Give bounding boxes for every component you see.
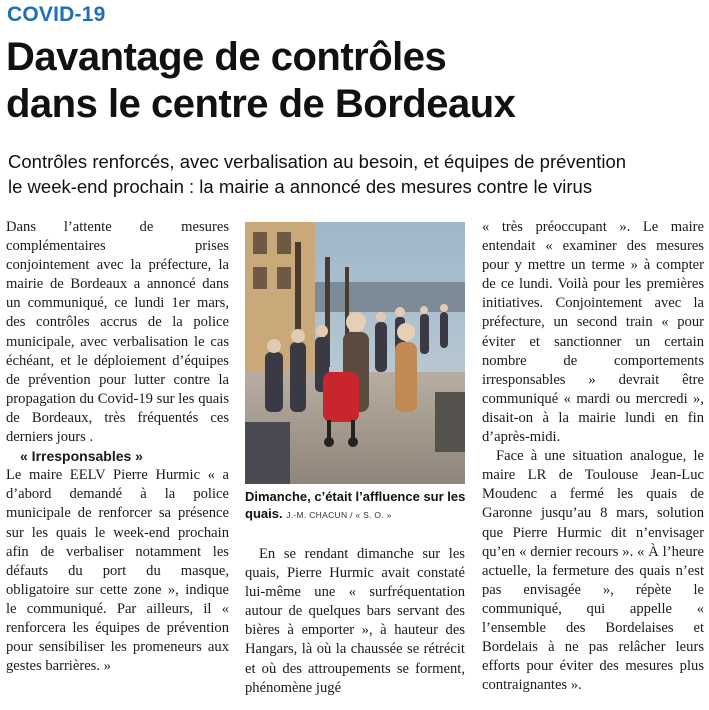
news-photo [245,222,465,484]
paragraph-measures: « très préoccupant ». Le maire entendait « examiner des mesures pour y mettre un terme » à compter de ce lundi. Voilà pour les premières initiatives. Conjointement avec la préfecture, un second train « pour éviter et sanctionner un certain nombre de comportements irresponsables » devrait être communiqué « mardi ou mercredi », disait-on à la mairie lundi en fin d’après-midi. [482,219,704,446]
article-column-3 [482,218,704,695]
paragraph-intro: Dans l’attente de mesures complémentaires prises conjointement avec la préfecture, la mairie de Bordeaux a annoncé dans un communiqué, ce lundi 1er mars, des contrôles accrus de la police municipale, avec verbalisation le cas échéant, et le déploiement d’équipes de prévention pour lutter contre la propagation du Covid-19 sur les quais de Bordeaux, très fréquentés ces derniers jours . [6,219,229,446]
crowd-on-quays-illustration [245,222,465,484]
paragraph-visit: En se rendant dimanche sur les quais, Pierre Hurmic avait constaté lui-même une « surfréquentation autour de quelques bars servant des bières à emporter », à hauteur des Hangars, là où la chaussée se rétrécit et où des attroupements se forment, phénomène jugé [245,546,465,696]
caption-text: Dimanche, c’était l’affluence sur les quais. [245,489,466,521]
deck-line-1: Contrôles renforcés, avec verbalisation au besoin, et équipes de prévention [8,151,627,172]
article-column-2 [245,545,465,698]
photo-caption [245,488,467,524]
deck-subtitle [8,149,703,199]
paragraph-mayor: Le maire EELV Pierre Hurmic « a d’abord demandé à la police municipale de renforcer sa présence sur les quais le week-end prochain afin de verbaliser notamment les défauts du port du masque, obligatoire sur cette zone », indique le communiqué. Par ailleurs, il « renforcera les équipes de prévention pour sensibiliser les promeneurs aux gestes barrières. » [6,467,229,675]
headline-line-1: Davantage de contrôles [6,35,447,79]
photo-credit: J.-M. CHACUN / « S. O. » [286,510,392,520]
page-title [6,34,706,128]
section-subhead: « Irresponsables » [20,448,143,465]
deck-line-2: le week-end prochain : la mairie a annoncé des mesures contre le virus [8,176,593,197]
article-column-1 [6,218,229,676]
headline-line-2: dans le centre de Bordeaux [6,82,516,126]
section-kicker: COVID-19 [7,3,106,26]
paragraph-toulouse: Face à une situation analogue, le maire LR de Toulouse Jean-Luc Moudenc a fermé les quais de Garonne jusqu’au 8 mars, solution que Pierre Hurmic dit n’envisager qu’en « dernier recours ». « À l’heure actuelle, la fermeture des quais n’est pas envisagée », répète le communiqué, qui appelle « l’ensemble des Bordelaises et Bordelais à ne pas relâcher leurs efforts pour éviter des mesures plus contraignantes ». [482,448,704,694]
